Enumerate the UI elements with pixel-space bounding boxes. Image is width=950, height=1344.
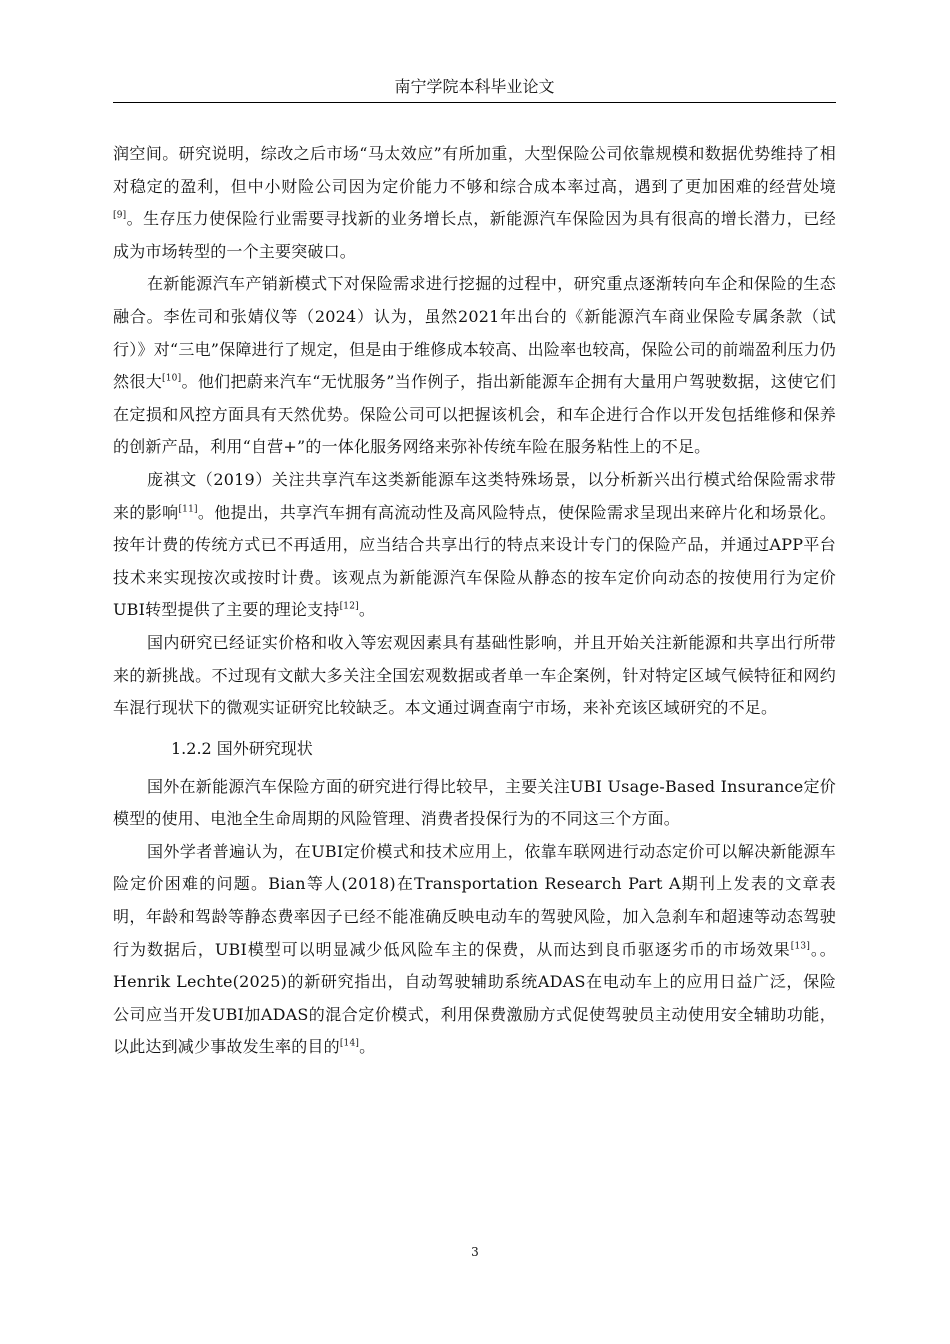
paragraph-1: 润空间。研究说明，综改之后市场“马太效应”有所加重，大型保险公司依靠规模和数据优势维持了相对稳定的盈利，但中小财险公司因为定价能力不够和综合成本率过高，遇到了更加困难的经营处境[9]。生存压力使保险行业需要寻找新的业务增长点，新能源汽车保险因为具有很高的增长潜力，已经成为市场转型的一个主要突破口。 xyxy=(113,144,836,261)
citation: [11] xyxy=(178,504,198,515)
page-number: 3 xyxy=(471,1245,479,1259)
paragraph-6: 国外学者普遍认为，在UBI定价模式和技术应用上，依靠车联网进行动态定价可以解决新能源车险定价困难的问题。Bian等人(2018)在Transportation Research Part A期刊上发表的文章表明，年龄和驾龄等静态费率因子已经不能准确反映电动车的驾驶风险，加入急刹车和超速等动态驾驶行为数据后，UBI模型可以明显减少低风险车主的保费，从而达到良币驱逐劣币的市场效果[13]。。Henrik Lechte(2025)的新研究指出，自动驾驶辅助系统ADAS在电动车上的应用日益广泛，保险公司应当开发UBI加ADAS的混合定价模式，利用保费激励方式促使驾驶员主动使用安全辅助功能，以此达到减少事故发生率的目的[14]。 xyxy=(113,841,837,1057)
citation: [14] xyxy=(339,1039,360,1050)
citation: [13] xyxy=(790,941,811,952)
body-text xyxy=(113,138,836,1064)
header-title: 南宁学院本科毕业论文 xyxy=(394,77,555,96)
citation: [12] xyxy=(339,601,359,612)
paragraph-4: 国内研究已经证实价格和收入等宏观因素具有基础性影响，并且开始关注新能源和共享出行所带来的新挑战。不过现有文献大多关注全国宏观数据或者单一车企案例，针对特定区域气候特征和网约车混行现状下的微观实证研究比较缺乏。本文通过调查南宁市场，来补充该区域研究的不足。 xyxy=(113,632,836,718)
citation: [9] xyxy=(113,210,127,221)
paragraph-2: 在新能源汽车产销新模式下对保险需求进行挖掘的过程中，研究重点逐渐转向车企和保险的生态融合。李佐司和张婧仪等（2024）认为，虽然2021年出台的《新能源汽车商业保险专属条款（试行）》对“三电”保障进行了规定，但是由于维修成本较高、出险率也较高，保险公司的前端盈利压力仍然很大[10]。他们把蔚来汽车“无忧服务”当作例子，指出新能源车企拥有大量用户驾驶数据，这使它们在定损和风控方面具有天然优势。保险公司可以把握该机会，和车企进行合作以开发包括维修和保养的创新产品，利用“自营+”的一体化服务网络来弥补传统车险在服务粘性上的不足。 xyxy=(113,274,836,457)
paragraph-3: 庞祺文（2019）关注共享汽车这类新能源车这类特殊场景，以分析新兴出行模式给保险需求带来的影响[11]。他提出，共享汽车拥有高流动性及高风险特点，使保险需求呈现出来碎片化和场景化。按年计费的传统方式已不再适用，应当结合共享出行的特点来设计专门的保险产品，并通过APP平台技术来实现按次或按时计费。该观点为新能源汽车保险从静态的按车定价向动态的按使用行为定价UBI转型提供了主要的理论支持[12]。 xyxy=(113,469,836,620)
section-heading: 1.2.2 国外研究现状 xyxy=(171,738,313,758)
page-header xyxy=(113,74,836,103)
citation: [10] xyxy=(162,373,182,384)
paragraph-5: 国外在新能源汽车保险方面的研究进行得比较早，主要关注UBI Usage-Based Insurance定价模型的使用、电池全生命周期的风险管理、消费者投保行为的不同这三个方面。 xyxy=(113,776,836,829)
